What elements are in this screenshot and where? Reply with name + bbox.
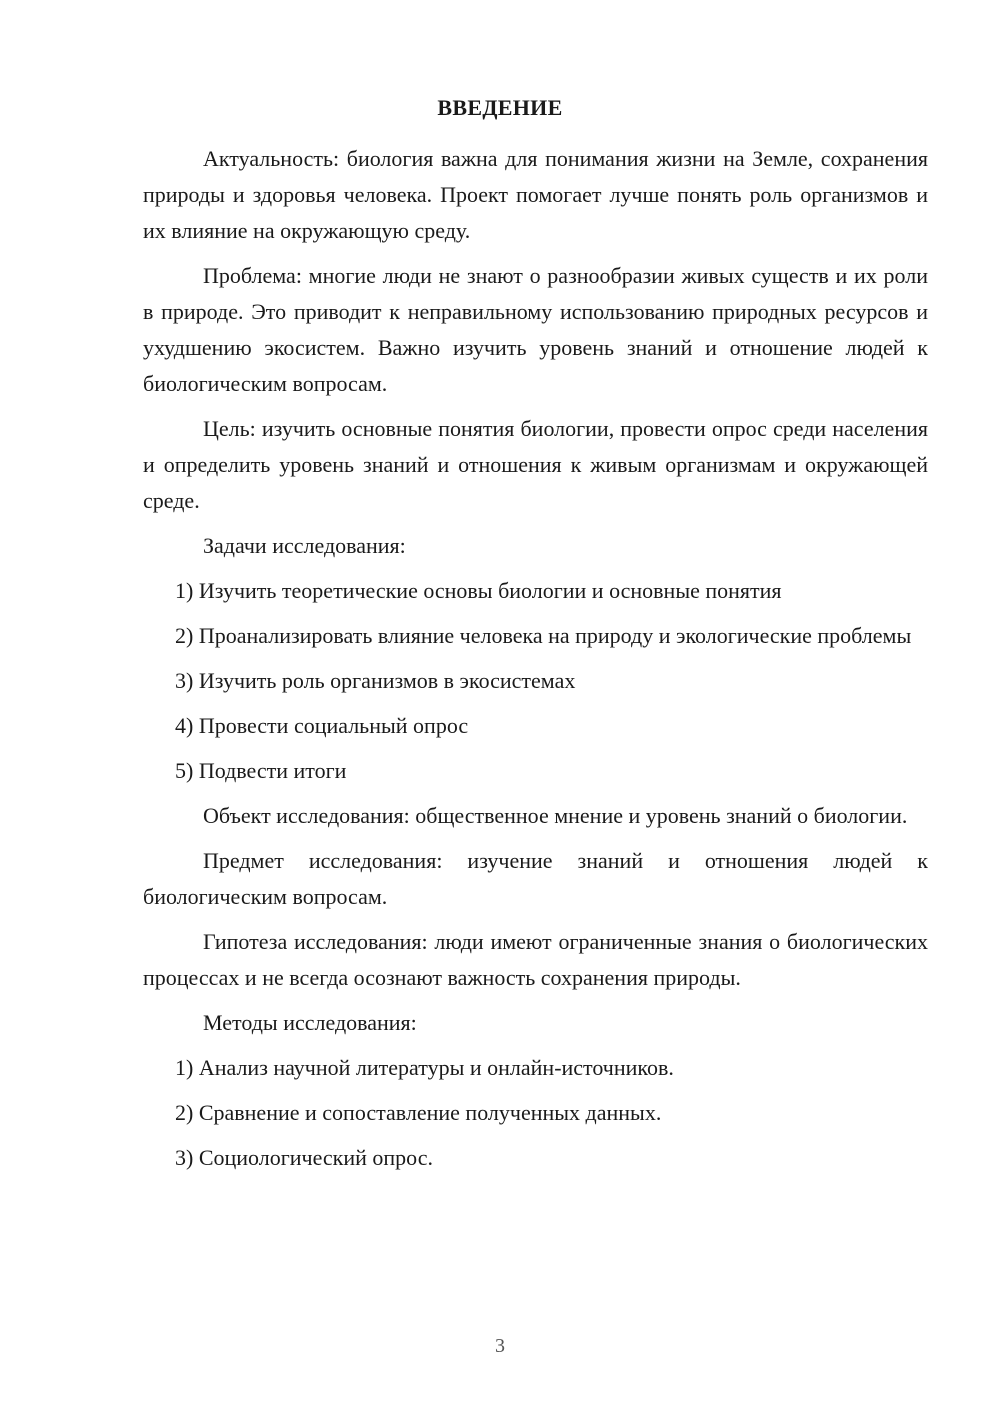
goal-paragraph: Цель: изучить основные понятия биологии, провести опрос среди населения и определить уровень знаний и отношения к живым организмам и окружающей среде. bbox=[143, 416, 928, 513]
methods-title: Методы исследования: bbox=[203, 1010, 417, 1035]
task-item: 5) Подвести итоги bbox=[175, 758, 347, 783]
document-body bbox=[143, 141, 928, 1185]
task-item: 3) Изучить роль организмов в экосистемах bbox=[175, 668, 576, 693]
method-item: 1) Анализ научной литературы и онлайн-источников. bbox=[175, 1055, 674, 1080]
task-item: 4) Провести социальный опрос bbox=[175, 713, 469, 738]
tasks-title: Задачи исследования: bbox=[203, 533, 406, 558]
subject-paragraph: Предмет исследования: изучение знаний и отношения людей к биологическим вопросам. bbox=[143, 848, 928, 909]
task-item: 2) Проанализировать влияние человека на природу и экологические проблемы bbox=[175, 623, 912, 648]
method-item: 3) Социологический опрос. bbox=[175, 1145, 433, 1170]
problem-paragraph: Проблема: многие люди не знают о разнообразии живых существ и их роли в природе. Это приводит к неправильному использованию природных ресурсов и ухудшению экосистем. Важно изучить уровень знаний и отношение людей к биологическим вопросам. bbox=[143, 263, 928, 396]
method-item: 2) Сравнение и сопоставление полученных данных. bbox=[175, 1100, 662, 1125]
object-paragraph: Объект исследования: общественное мнение и уровень знаний о биологии. bbox=[203, 803, 908, 828]
page-number: 3 bbox=[495, 1335, 505, 1357]
hypothesis-paragraph: Гипотеза исследования: люди имеют ограниченные знания о биологических процессах и не всегда осознают важность сохранения природы. bbox=[143, 929, 928, 990]
relevance-paragraph: Актуальность: биология важна для понимания жизни на Земле, сохранения природы и здоровья человека. Проект помогает лучше понять роль организмов и их влияние на окружающую среду. bbox=[143, 146, 928, 243]
section-heading: ВВЕДЕНИЕ bbox=[437, 95, 563, 120]
task-item: 1) Изучить теоретические основы биологии и основные понятия bbox=[175, 578, 782, 603]
